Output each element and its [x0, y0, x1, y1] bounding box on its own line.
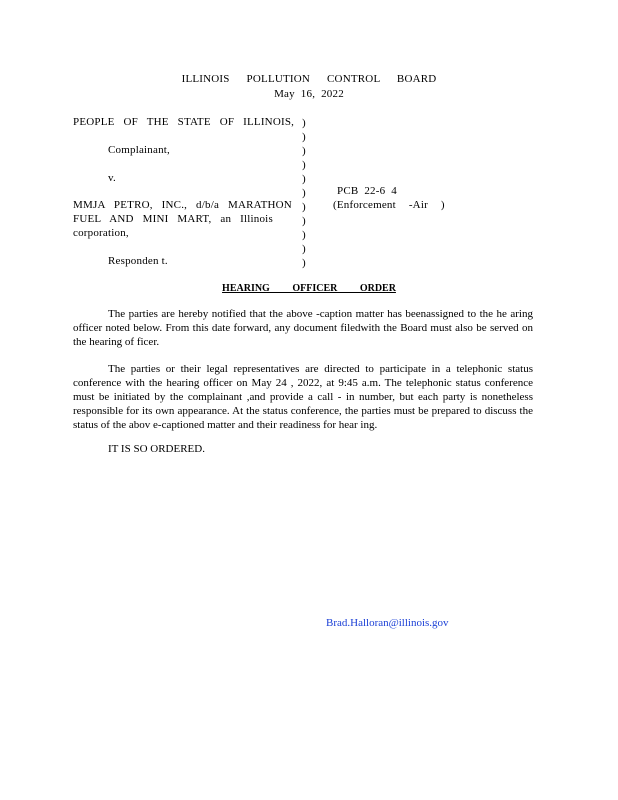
- agency-title: ILLINOIS POLLUTION CONTROL BOARD: [181, 73, 437, 85]
- body-paragraph-3: IT IS SO ORDERED.: [108, 443, 205, 455]
- respondent-name-line-1: MMJA PETRO, INC., d/b/a MARATHON: [73, 199, 292, 211]
- case-type: (Enforcement -Air ): [333, 199, 445, 211]
- body-paragraph-2: The parties or their legal representatives are directed to participate in a telephonic status conference with the hearing officer on May 24 , 2022, at 9:45 a.m. The telephonic status conference must be initiated by the complainant ,and provide a call - in number, but each party is nonetheless responsible for its own appearance. At the status conference, the parties must be prepared to discuss the status of the abov e-captioned matter and their readiness for hear ing.: [73, 363, 533, 431]
- complainant-name: PEOPLE OF THE STATE OF ILLINOIS,: [73, 116, 295, 128]
- versus-label: v.: [108, 172, 116, 184]
- case-number: PCB 22-6 4: [337, 185, 397, 197]
- respondent-name-line-2: FUEL AND MINI MART, an Illinois: [73, 213, 273, 225]
- order-title: HEARING OFFICER ORDER: [222, 283, 396, 294]
- complainant-label: Complainant,: [108, 144, 170, 156]
- body-paragraph-1: The parties are hereby notified that the above -caption matter has beenassigned to the he aring officer noted below. From this date forward, any document filedwith the Board must also be served on the hearing of ficer.: [73, 308, 533, 348]
- order-date: May 16, 2022: [274, 88, 344, 100]
- hearing-officer-email[interactable]: Brad.Halloran@illinois.gov: [326, 617, 449, 629]
- respondent-label: Responden t.: [108, 255, 168, 267]
- respondent-name-line-3: corporation,: [73, 227, 129, 239]
- caption-parenthesis-column: ) ) ) ) ) ) ) ) ) ) ): [302, 117, 306, 269]
